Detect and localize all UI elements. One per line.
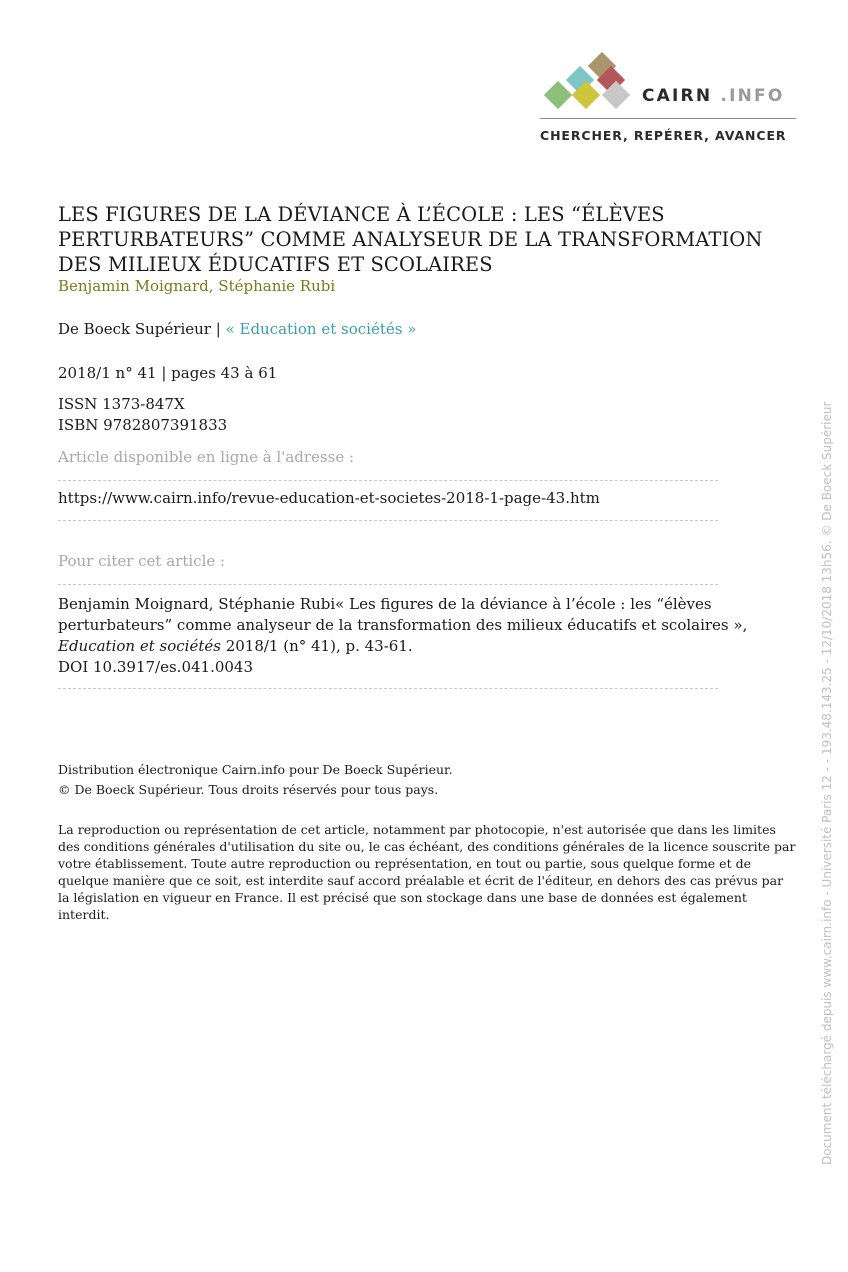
copyright-notice: © De Boeck Supérieur. Tous droits réservés pour tous pays. xyxy=(58,782,439,797)
citation-title: « Les figures de la déviance à l’école : les “élèves perturbateurs” comme analyseur de la transformation des milieux éducatifs et scolaires », xyxy=(58,595,748,634)
issn: ISSN 1373-847X xyxy=(58,395,185,413)
divider xyxy=(58,688,718,689)
citation-text xyxy=(58,594,798,678)
divider xyxy=(58,520,718,521)
citation-authors: Benjamin Moignard, Stéphanie Rubi xyxy=(58,595,336,613)
logo-wordmark: CAIRN .INFO xyxy=(642,86,785,106)
download-watermark: Document téléchargé depuis www.cairn.info - Université Paris 12 - - 193.48.143.25 - 12/10/2018 13h56. © De Boeck Supérieur xyxy=(820,401,834,1165)
article-authors: Benjamin Moignard, Stéphanie Rubi xyxy=(58,277,336,295)
citation-doi: DOI 10.3917/es.041.0043 xyxy=(58,658,254,676)
article-title: LES FIGURES DE LA DÉVIANCE À L’ÉCOLE : LES “ÉLÈVES PERTURBATEURS” COMME ANALYSEUR DE LA TRANSFORMATION DES MILIEUX ÉDUCATIFS ET SCOLAIRES xyxy=(58,203,763,276)
citation-details: 2018/1 (n° 41), p. 43-61. xyxy=(220,637,413,655)
availability-label: Article disponible en ligne à l'adresse : xyxy=(58,448,355,466)
article-url-link[interactable]: https://www.cairn.info/revue-education-et-societes-2018-1-page-43.htm xyxy=(58,489,600,507)
logo-tile-green xyxy=(544,81,572,109)
publisher-line xyxy=(58,320,416,338)
collection-link[interactable]: « Education et sociétés » xyxy=(225,320,417,338)
cairn-logo[interactable] xyxy=(540,50,800,150)
divider xyxy=(58,584,718,585)
issue-info: 2018/1 n° 41 | pages 43 à 61 xyxy=(58,364,278,382)
distribution-notice: Distribution électronique Cairn.info pour De Boeck Supérieur. xyxy=(58,762,453,777)
logo-divider xyxy=(540,118,796,119)
citation-journal: Education et sociétés xyxy=(58,637,221,655)
divider xyxy=(58,480,718,481)
logo-tagline: CHERCHER, REPÉRER, AVANCER xyxy=(540,128,787,143)
isbn: ISBN 9782807391833 xyxy=(58,416,228,434)
legal-notice: La reproduction ou représentation de cet article, notamment par photocopie, n'est autorisée que dans les limites des conditions générales d'utilisation du site ou, le cas échéant, des conditions générales de la licence souscrite par votre établissement. Toute autre reproduction ou représentation, en tout ou partie, sous quelque forme et de quelque manière que ce soit, est interdite sauf accord préalable et écrit de l'éditeur, en dehors des cas prévus par la législation en vigueur en France. Il est précisé que son stockage dans une base de données est également interdit. xyxy=(58,822,796,922)
publisher-name: De Boeck Supérieur | xyxy=(58,320,221,338)
citation-label: Pour citer cet article : xyxy=(58,552,226,570)
